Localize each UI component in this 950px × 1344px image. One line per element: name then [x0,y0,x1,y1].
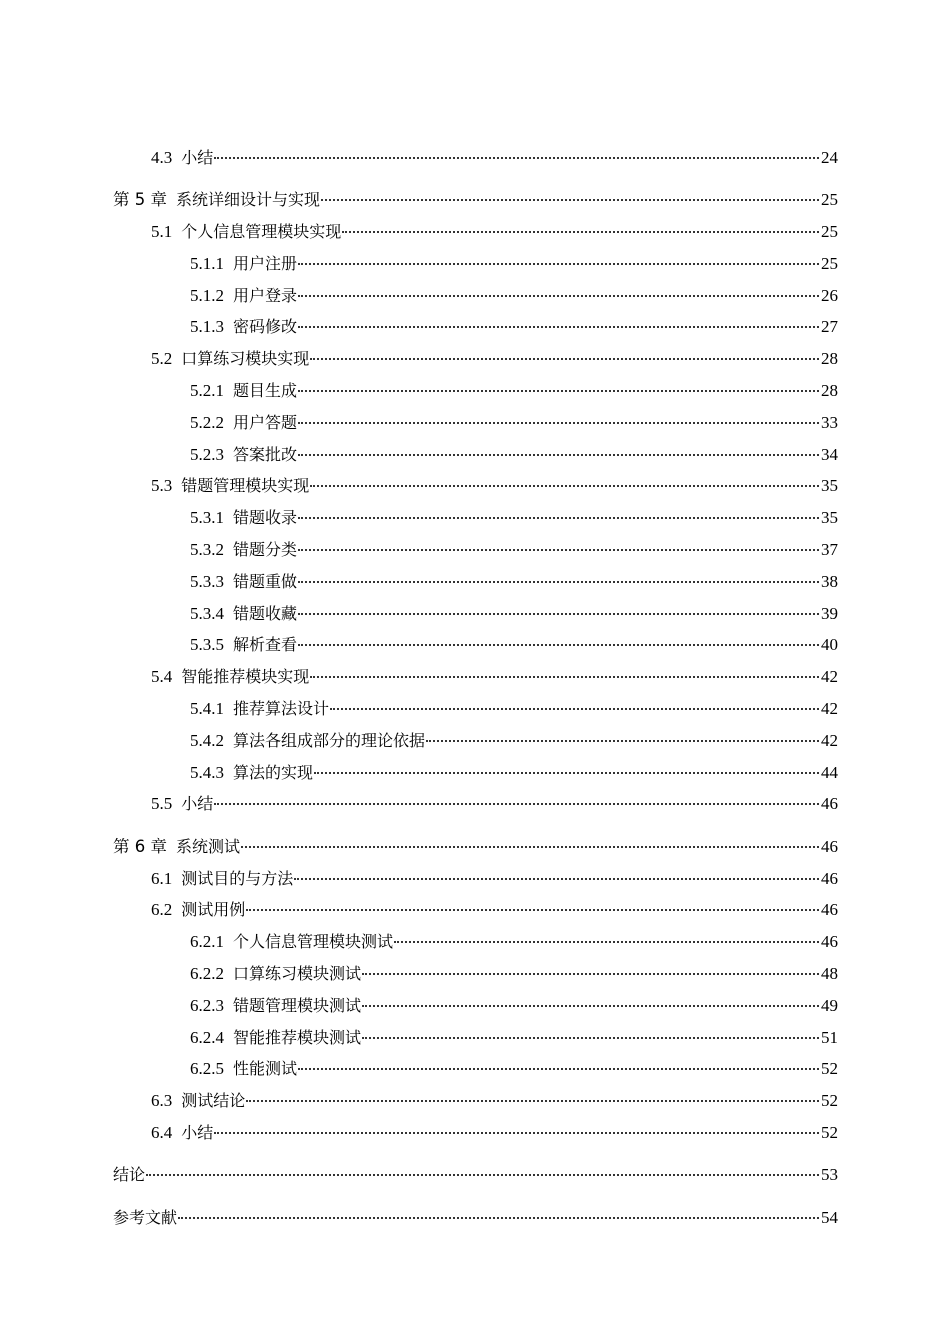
toc-entry-title: 系统测试 [176,836,241,856]
toc-entry[interactable] [113,311,838,343]
toc-entry-title: 个人信息管理模块实现 [181,222,342,242]
toc-entry-page-number: 54 [821,1207,838,1227]
toc-entry-number: 5.2 [151,349,173,369]
toc-entry-title: 解析查看 [233,635,298,655]
toc-entry-page-number: 28 [821,381,838,401]
dot-leader [214,147,819,159]
toc-entry-title: 参考文献 [113,1207,178,1227]
toc-entry[interactable] [113,1053,838,1085]
dot-leader [298,253,819,265]
toc-entry-title: 个人信息管理模块测试 [233,932,394,952]
toc-chapter-entry[interactable] [113,184,838,216]
toc-entry-page-number: 46 [821,932,838,952]
toc-entry-title: 口算练习模块实现 [181,349,310,369]
toc-entry[interactable] [113,863,838,895]
dot-leader [298,444,819,456]
toc-entry-page-number: 28 [821,349,838,369]
toc-entry-page-number: 51 [821,1027,838,1047]
toc-entry-number: 5.5 [151,794,173,814]
dot-leader [298,539,819,551]
toc-entry-number: 5.1.3 [190,317,224,337]
dot-leader [298,571,819,583]
toc-entry-page-number: 37 [821,540,838,560]
toc-entry[interactable] [113,1117,838,1149]
toc-entry[interactable] [113,926,838,958]
dot-leader [214,1122,819,1134]
dot-leader [294,868,819,880]
dot-leader [362,1027,819,1039]
toc-entry-number: 6.2.3 [190,995,224,1015]
dot-leader [246,1090,819,1102]
toc-entry-title: 智能推荐模块实现 [181,667,310,687]
toc-entry-title: 错题管理模块测试 [233,995,362,1015]
toc-entry-number: 6.2.1 [190,932,224,952]
toc-entry-title: 用户答题 [233,412,298,432]
dot-leader [310,666,819,678]
toc-entry-number: 5.2.3 [190,444,224,464]
toc-entry[interactable] [113,990,838,1022]
toc-entry-title: 答案批改 [233,444,298,464]
toc-entry[interactable] [113,375,838,407]
toc-entry[interactable] [113,439,838,471]
toc-entry-title: 小结 [181,148,214,167]
toc-entry-title: 结论 [113,1165,146,1185]
toc-entry-page-number: 52 [821,1122,838,1142]
toc-entry-page-number: 46 [821,794,838,814]
toc-entry-page-number: 40 [821,635,838,655]
toc-entry[interactable] [113,248,838,280]
dot-leader [298,380,819,392]
toc-entry-page-number: 46 [821,868,838,888]
toc-entry-title: 错题管理模块实现 [181,476,310,496]
toc-entry-number: 5.3.2 [190,540,224,560]
dot-leader [298,507,819,519]
toc-entry-number: 6.2.2 [190,963,224,983]
dot-leader [298,603,819,615]
toc-entry[interactable] [113,725,838,757]
toc-entry-page-number: 25 [821,222,838,242]
dot-leader [330,698,819,710]
toc-entry-number: 5.2.2 [190,412,224,432]
toc-entry-page-number: 34 [821,444,838,464]
toc-entry-page-number: 46 [821,900,838,920]
toc-entry-page-number: 53 [821,1165,838,1185]
toc-entry-title: 用户登录 [233,285,298,305]
toc-entry-page-number: 25 [821,253,838,273]
dot-leader [298,285,819,297]
toc-entry-title: 错题收录 [233,508,298,528]
toc-entry-number: 5.4 [151,667,173,687]
toc-entry[interactable] [113,534,838,566]
toc-chapter-entry[interactable] [113,1202,838,1234]
toc-entry-number: 5.3.1 [190,508,224,528]
toc-entry-page-number: 33 [821,412,838,432]
toc-entry-title: 系统详细设计与实现 [176,190,321,210]
toc-entry[interactable] [113,629,838,661]
toc-entry[interactable] [113,788,838,820]
toc-entry-title: 口算练习模块测试 [233,963,362,983]
toc-entry-title: 算法各组成部分的理论依据 [233,730,426,750]
toc-entry-page-number: 39 [821,603,838,623]
toc-entry-page-number: 26 [821,285,838,305]
toc-entry-page-number: 49 [821,995,838,1015]
toc-entry-number: 6.2.5 [190,1059,224,1079]
toc-entry[interactable] [113,1085,838,1117]
toc-entry[interactable] [113,598,838,630]
toc-entry-number: 5.4.3 [190,762,224,782]
toc-entry-page-number: 52 [821,1091,838,1111]
toc-entry-number: 第 6 章 [113,836,167,856]
toc-entry-title: 测试结论 [181,1091,246,1111]
toc-entry-number: 5.3.3 [190,571,224,591]
toc-entry[interactable] [113,1022,838,1054]
dot-leader [362,963,819,975]
dot-leader [146,1164,819,1176]
toc-entry-page-number: 35 [821,508,838,528]
dot-leader [362,995,819,1007]
toc-entry-number: 第 5 章 [113,190,167,210]
toc-entry[interactable] [113,216,838,248]
toc-entry-number: 6.2 [151,900,173,920]
dot-leader [298,412,819,424]
toc-entry-number: 5.1.1 [190,253,224,273]
toc-entry-title: 测试用例 [181,900,246,920]
dot-leader [298,1058,819,1070]
dot-leader [310,348,819,360]
toc-entry-page-number: 42 [821,667,838,687]
toc-entry[interactable] [113,407,838,439]
toc-entry-title: 小结 [181,794,214,814]
toc-entry-number: 6.1 [151,868,173,888]
toc-entry-number: 5.3 [151,476,173,496]
toc-entry[interactable] [113,343,838,375]
dot-leader [241,836,819,848]
toc-entry-number: 5.3.5 [190,635,224,655]
toc-entry-number: 5.4.1 [190,699,224,719]
toc-entry-number: 6.4 [151,1122,173,1142]
toc-entry-number: 5.3.4 [190,603,224,623]
toc-entry-page-number: 44 [821,762,838,782]
toc-entry-title: 题目生成 [233,381,298,401]
toc-entry-title: 错题收藏 [233,603,298,623]
toc-entry-page-number: 46 [821,836,838,856]
toc-entry-title: 错题重做 [233,571,298,591]
toc-entry-page-number: 48 [821,963,838,983]
dot-leader [342,221,819,233]
table-of-contents [113,142,838,1233]
dot-leader [178,1207,819,1219]
toc-entry-title: 密码修改 [233,317,298,337]
toc-entry-number: 4.3 [151,148,173,167]
toc-entry-title: 测试目的与方法 [181,868,294,888]
toc-entry[interactable] [113,894,838,926]
toc-entry-number: 6.3 [151,1091,173,1111]
toc-entry-page-number: 24 [821,148,838,167]
toc-entry-title: 性能测试 [233,1059,298,1079]
dot-leader [246,899,819,911]
toc-entry[interactable] [113,661,838,693]
toc-entry-title: 小结 [181,1122,214,1142]
toc-entry-page-number: 35 [821,476,838,496]
toc-entry-page-number: 42 [821,730,838,750]
toc-chapter-entry[interactable] [113,1159,838,1191]
toc-entry-number: 5.1.2 [190,285,224,305]
toc-entry-page-number: 38 [821,571,838,591]
toc-entry[interactable] [113,566,838,598]
toc-entry-title: 推荐算法设计 [233,699,330,719]
toc-entry[interactable] [113,280,838,312]
toc-entry-number: 5.2.1 [190,381,224,401]
toc-entry-page-number: 25 [821,190,838,210]
toc-entry[interactable] [113,502,838,534]
toc-entry[interactable] [113,470,838,502]
toc-entry-title: 智能推荐模块测试 [233,1027,362,1047]
toc-entry-number: 5.1 [151,222,173,242]
toc-entry-title: 用户注册 [233,253,298,273]
dot-leader [310,475,819,487]
dot-leader [321,189,819,201]
toc-entry-number: 5.4.2 [190,730,224,750]
toc-entry-title: 算法的实现 [233,762,314,782]
dot-leader [298,316,819,328]
dot-leader [298,634,819,646]
toc-entry-number: 6.2.4 [190,1027,224,1047]
toc-entry-page-number: 27 [821,317,838,337]
toc-entry[interactable] [113,757,838,789]
dot-leader [426,730,819,742]
toc-entry[interactable] [113,693,838,725]
dot-leader [314,762,819,774]
toc-entry-page-number: 42 [821,699,838,719]
dot-leader [394,931,819,943]
toc-chapter-entry[interactable] [113,831,838,863]
toc-entry[interactable] [113,142,838,174]
toc-entry-page-number: 52 [821,1059,838,1079]
toc-entry-title: 错题分类 [233,540,298,560]
dot-leader [214,793,819,805]
toc-entry[interactable] [113,958,838,990]
